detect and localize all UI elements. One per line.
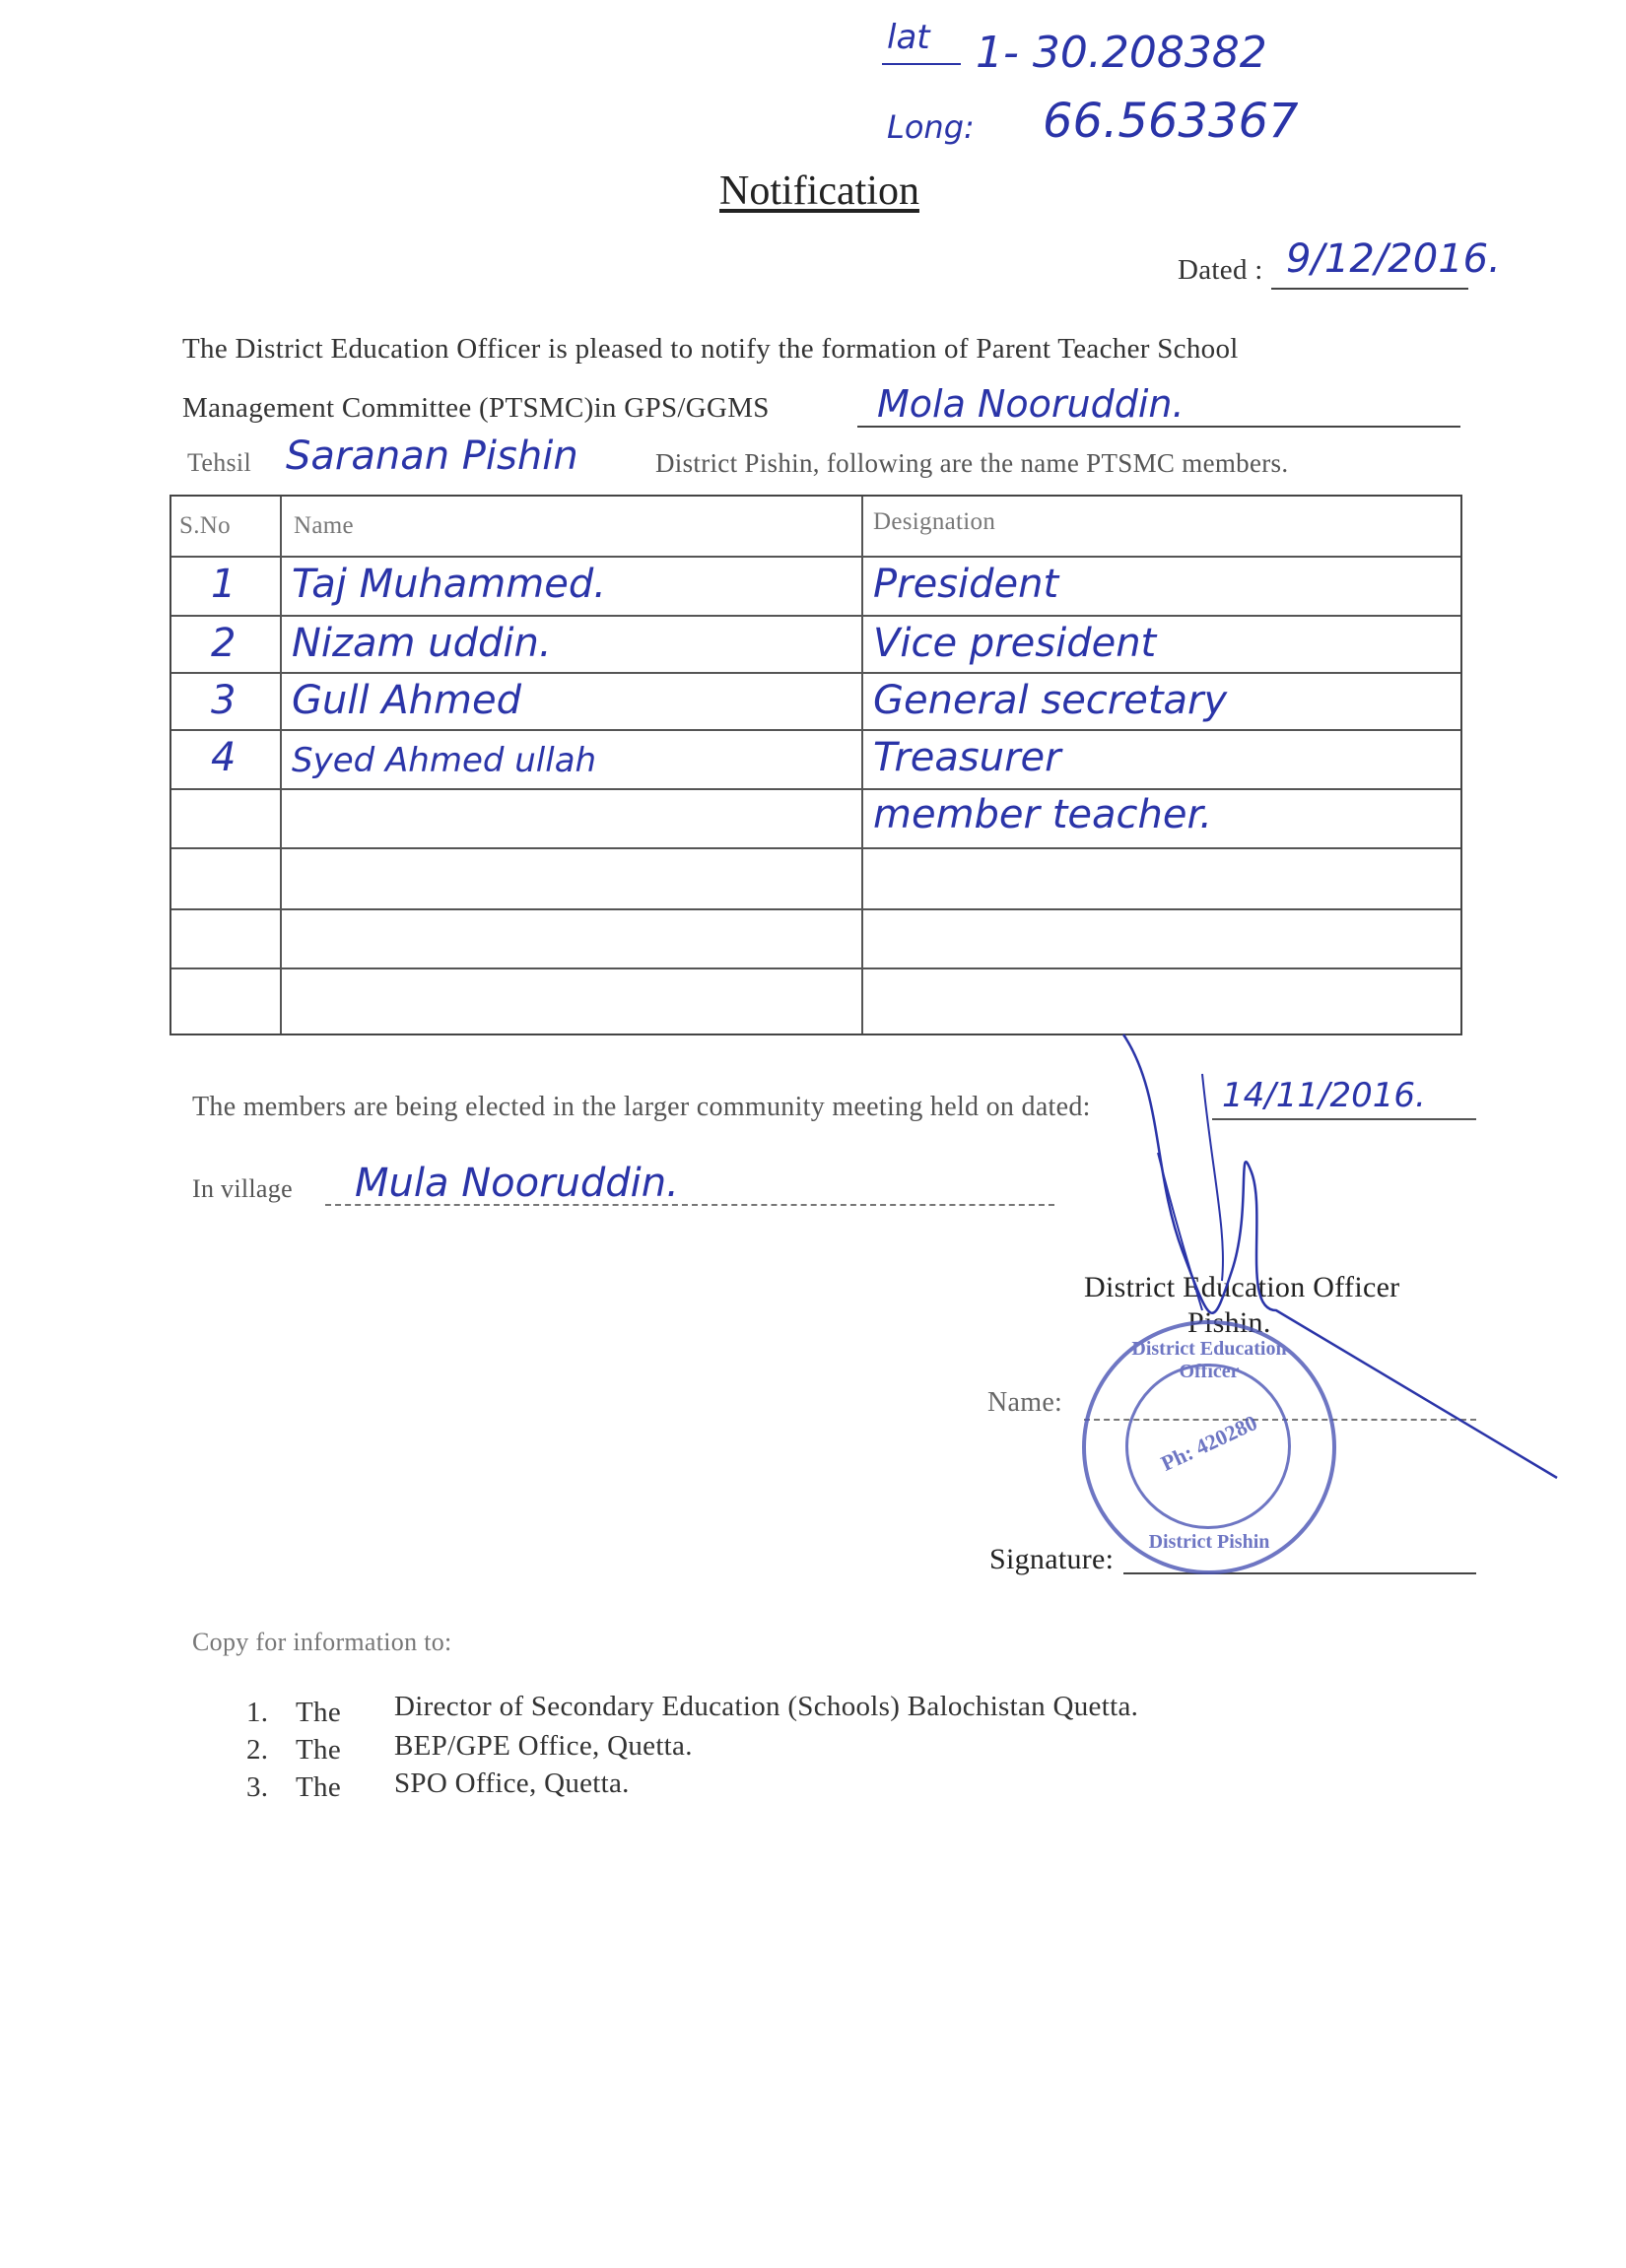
copy-item-1-art: The — [296, 1697, 341, 1728]
intro-line-1: The District Education Officer is pleased to notify the formation of Parent Teacher School — [182, 333, 1239, 365]
lat-value: 1- 30.208382 — [976, 28, 1267, 78]
row-2-sno: 2 — [211, 621, 237, 666]
dated-underline — [1271, 288, 1468, 290]
row-2-name: Nizam uddin. — [292, 621, 552, 666]
row-4-name: Syed Ahmed ullah — [292, 741, 597, 780]
stamp-outer-text: District Education Officer — [1131, 1338, 1287, 1382]
copy-heading: Copy for information to: — [192, 1628, 452, 1656]
header-designation: Designation — [873, 508, 996, 535]
row-1-name: Taj Muhammed. — [292, 562, 606, 607]
copy-item-2-art: The — [296, 1734, 341, 1766]
signature-line — [1123, 1572, 1476, 1574]
row-1-designation: President — [873, 562, 1059, 607]
row-5-designation: member teacher. — [873, 792, 1212, 837]
school-value: Mola Nooruddin. — [877, 382, 1185, 426]
name-label: Name: — [987, 1387, 1063, 1418]
signature-scribble — [1064, 1015, 1567, 1507]
row-3-sno: 3 — [211, 678, 237, 723]
long-label: Long: — [887, 108, 975, 146]
meeting-text: The members are being elected in the larger community meeting held on dated: — [192, 1092, 1091, 1122]
intro-line-2: Management Committee (PTSMC)in GPS/GGMS — [182, 392, 770, 424]
tehsil-label: Tehsil — [187, 448, 251, 477]
village-underline — [325, 1204, 1054, 1206]
village-label: In village — [192, 1174, 293, 1203]
stamp-phone: Ph: 420280 — [1157, 1410, 1261, 1476]
copy-item-3-art: The — [296, 1771, 341, 1803]
signature-label: Signature: — [989, 1543, 1115, 1575]
copy-item-2-num: 2. — [246, 1734, 269, 1766]
stamp-bottom-text: District Pishin — [1148, 1531, 1270, 1553]
row-1-sno: 1 — [211, 562, 237, 607]
tehsil-value: Saranan Pishin — [286, 434, 578, 479]
intro-line-3: District Pishin, following are the name PTSMC members. — [655, 448, 1289, 478]
meeting-date: 14/11/2016. — [1222, 1076, 1426, 1115]
row-4-designation: Treasurer — [873, 735, 1061, 780]
page-title: Notification — [719, 168, 919, 214]
dated-value: 9/12/2016. — [1286, 236, 1501, 282]
header-name: Name — [294, 512, 354, 539]
officer-title: District Education Officer — [1084, 1271, 1400, 1303]
row-2-designation: Vice president — [873, 621, 1157, 666]
members-table — [169, 495, 1462, 1035]
long-value: 66.563367 — [1043, 94, 1299, 149]
copy-item-1-text: Director of Secondary Education (Schools) Balochistan Quetta. — [394, 1691, 1139, 1722]
copy-item-1-num: 1. — [246, 1697, 269, 1728]
officer-location: Pishin. — [1187, 1306, 1271, 1339]
copy-item-3-text: SPO Office, Quetta. — [394, 1768, 630, 1799]
row-3-name: Gull Ahmed — [292, 678, 521, 723]
village-value: Mula Nooruddin. — [355, 1161, 679, 1206]
header-sno: S.No — [179, 512, 231, 539]
row-3-designation: General secretary — [873, 678, 1228, 723]
lat-label: lat — [887, 18, 930, 57]
copy-item-2-text: BEP/GPE Office, Quetta. — [394, 1730, 693, 1762]
copy-item-3-num: 3. — [246, 1771, 269, 1803]
school-underline — [857, 426, 1460, 428]
dated-label: Dated : — [1178, 254, 1263, 286]
lat-label-underline — [882, 63, 961, 65]
row-4-sno: 4 — [211, 735, 237, 780]
